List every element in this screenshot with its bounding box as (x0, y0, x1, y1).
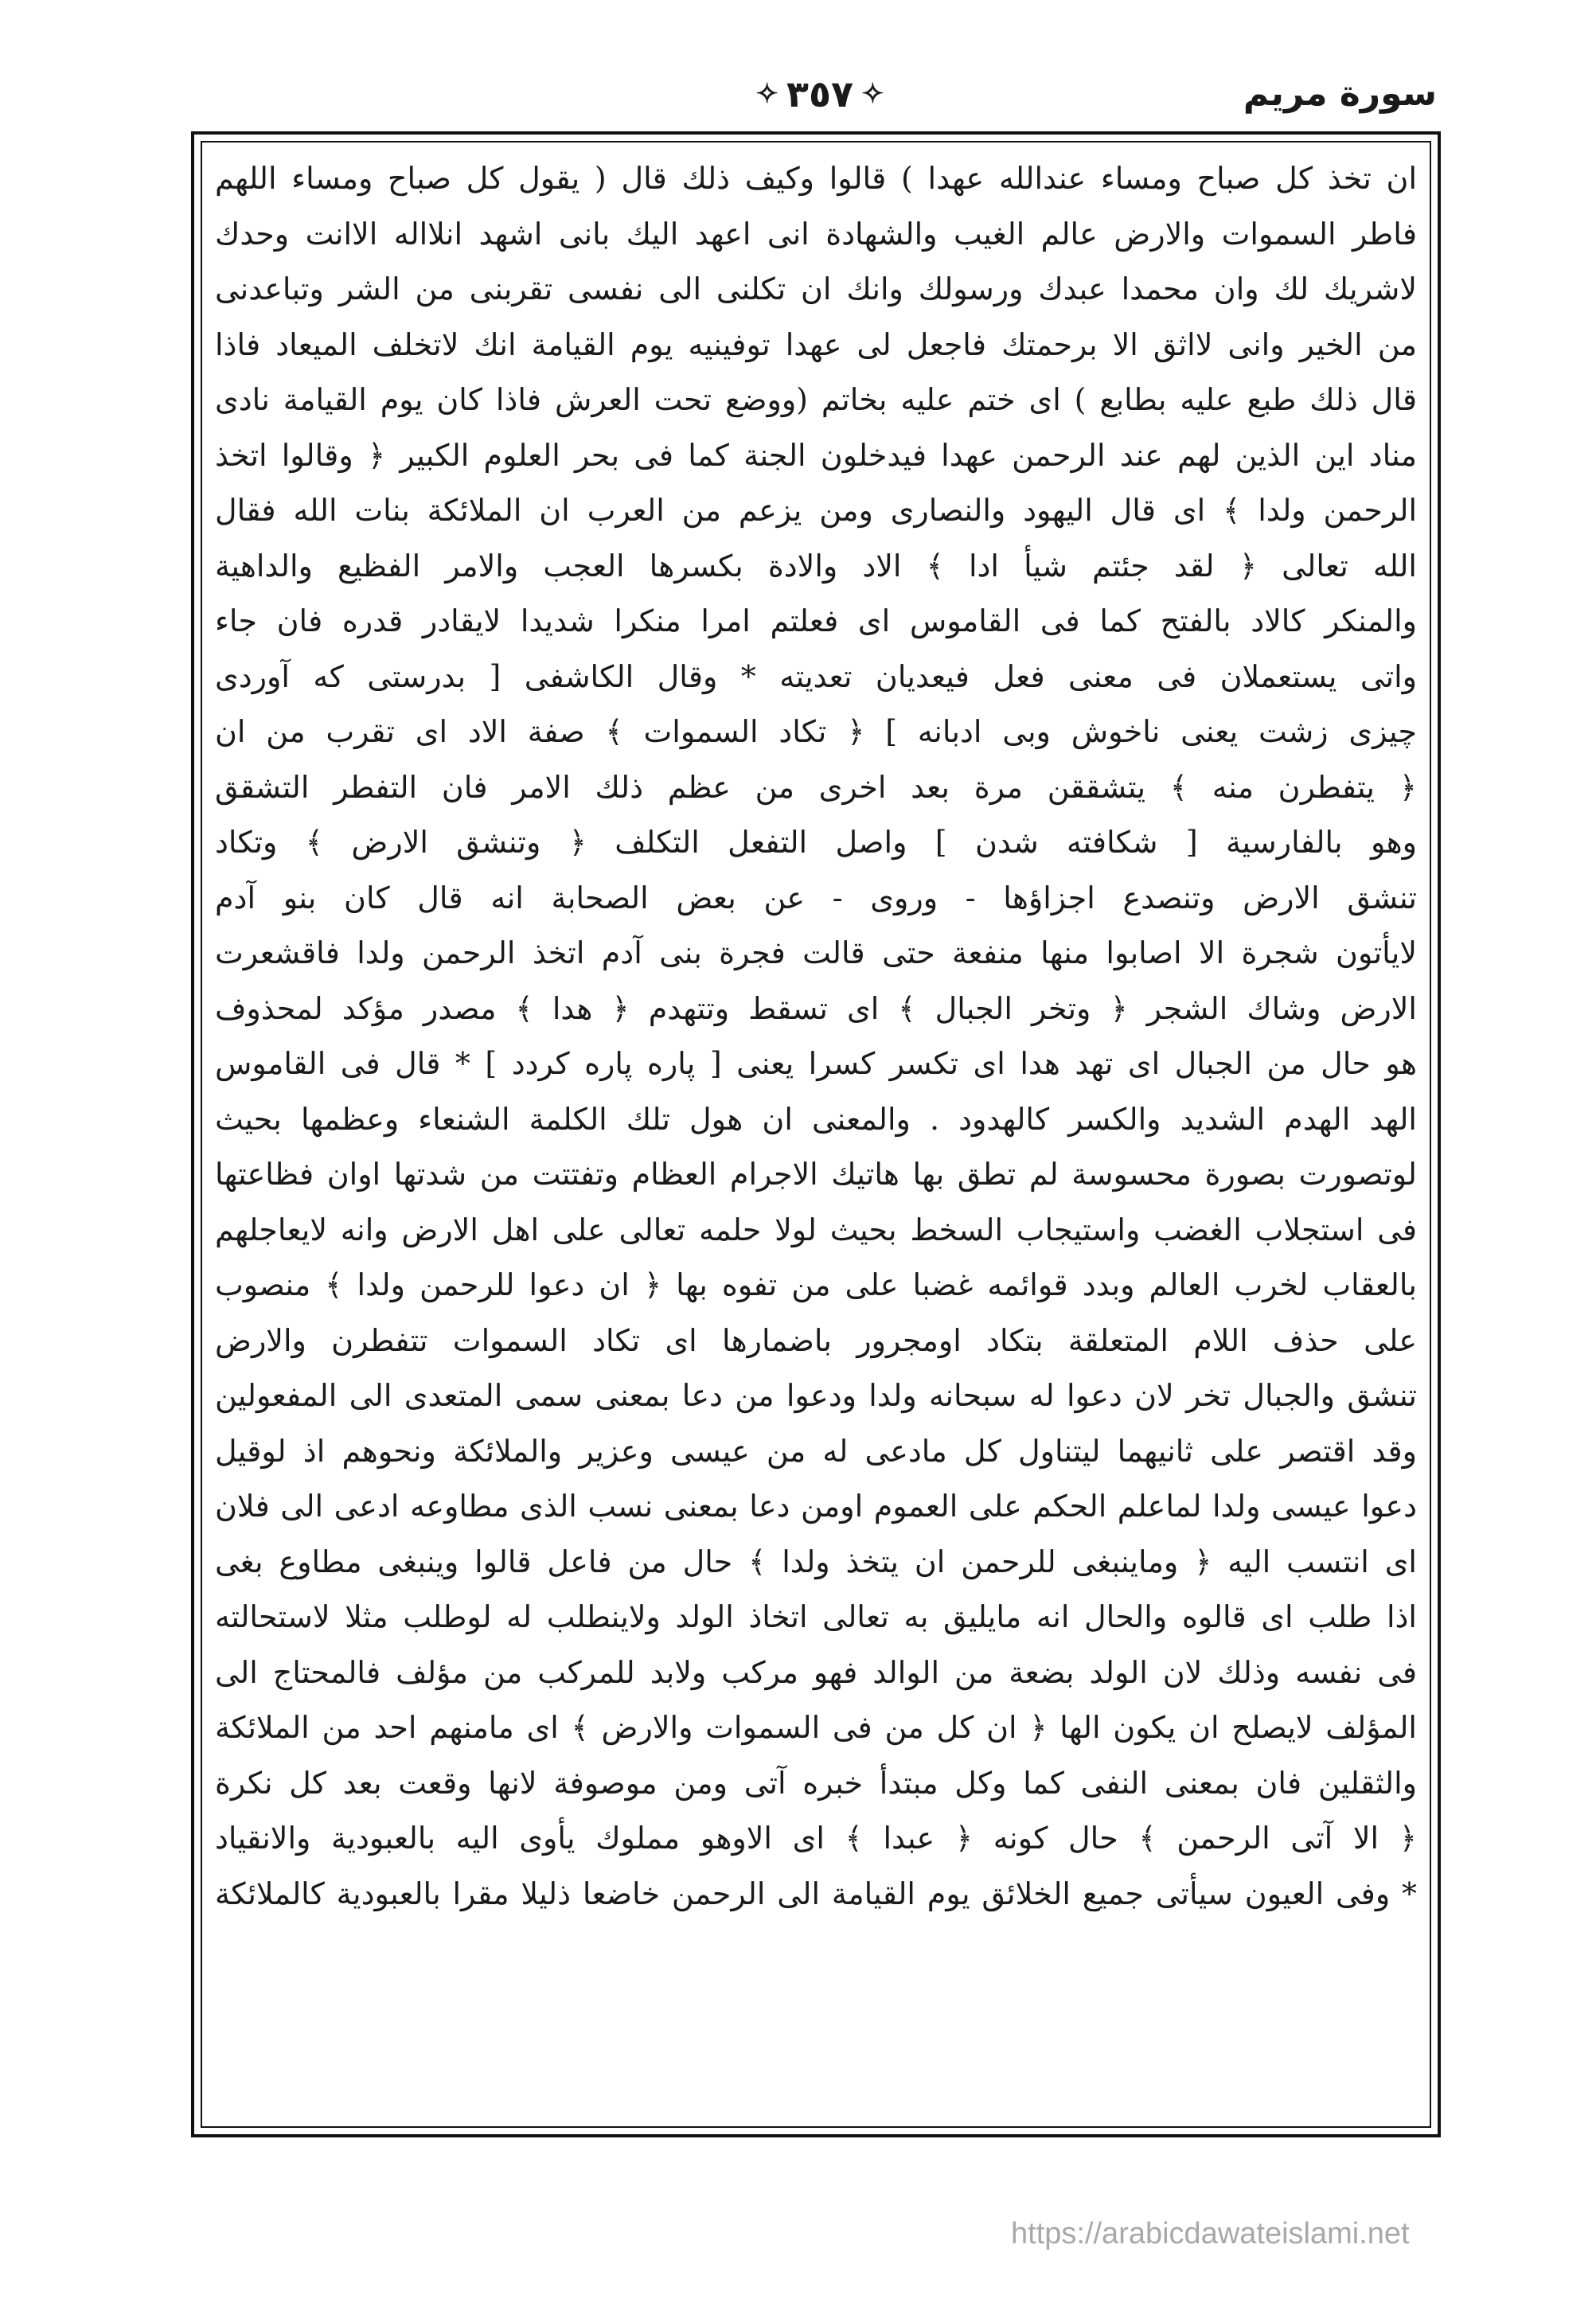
text-line: لاشريك لك وان محمدا عبدك ورسولك وانك ان تكلنى الى نفسى تقربنى من الشر وتباعدنى (215, 271, 1417, 306)
watermark-url: https://arabicdawateislami.net (1011, 2217, 1410, 2250)
text-line: المؤلف لايصلح ان يكون الها ﴿ ان كل من فى السموات والارض ﴾ اى مامنهم احد من الملائكة (215, 1710, 1417, 1745)
text-line: ان تخذ كل صباح ومساء عندالله عهدا ) قالوا وكيف ذلك قال ( يقول كل صباح ومساء اللهم (215, 161, 1417, 196)
text-line: دعوا عيسى ولدا لماعلم الحكم على العموم اومن دعا بمعنى نسب الذى مطاوعه ادعى الى فلان (215, 1489, 1417, 1524)
page-header (0, 0, 1596, 135)
text-line: واتى يستعملان فى معنى فعل فيعديان تعديته * وقال الكاشفى [ بدرستى كه آوردى (215, 658, 1417, 694)
text-line: اى انتسب اليه ﴿ وماينبغى للرحمن ان يتخذ ولدا ﴾ حال من فاعل قالوا وينبغى مطاوع بغى (215, 1544, 1417, 1579)
text-line: الرحمن ولدا ﴾ اى قال اليهود والنصارى ومن يزعم من العرب ان الملائكة بنات الله فقال (215, 493, 1417, 528)
surah-name: سورة مريم (1243, 73, 1437, 114)
right-ornament-icon: ✧ (861, 78, 884, 110)
text-line: الله تعالى ﴿ لقد جئتم شيأ ادا ﴾ الاد والادة بكسرها العجب والامر الفظيع والداهية (215, 548, 1417, 584)
text-line: ﴿ الا آتى الرحمن ﴾ حال كونه ﴿ عبدا ﴾ اى الاوهو مملوك يأوى اليه بالعبودية والانقياد (215, 1821, 1417, 1856)
text-line: تنشق الارض وتنصدع اجزاؤها - وروى - عن بعض الصحابة انه قال كان بنو آدم (215, 880, 1417, 915)
text-line: الارض وشاك الشجر ﴿ وتخر الجبال ﴾ اى تسقط وتتهدم ﴿ هدا ﴾ مصدر مؤكد لمحذوف (215, 990, 1417, 1026)
text-line: بالعقاب لخرب العالم وبدد قوائمه غضبا على من تفوه بها ﴿ ان دعوا للرحمن ولدا ﴾ منصوب (215, 1267, 1417, 1302)
text-line: هو حال من الجبال اى تهد هدا اى تكسر كسرا يعنى [ پاره پاره كردد ] * قال فى القاموس (215, 1046, 1417, 1081)
page-body (215, 151, 1417, 2125)
text-line: فى استجلاب الغضب واستيجاب السخط بحيث لولا حلمه تعالى على اهل الارض وانه لايعاجلهم (215, 1212, 1417, 1247)
text-line: قال ذلك طبع عليه بطابع ) اى ختم عليه بخاتم (ووضع تحت العرش فاذا كان يوم القيامة نادى (215, 382, 1417, 417)
text-line: * وفى العيون سيأتى جميع الخلائق يوم القيامة الى الرحمن خاضعا ذليلا مقرا بالعبودية كالملائكة (215, 1876, 1417, 1911)
text-line: والمنكر كالاد بالفتح كما فى القاموس اى فعلتم امرا منكرا شديدا لايقادر قدره فان جاء (215, 603, 1417, 638)
text-line: فاطر السموات والارض عالم الغيب والشهادة انى اعهد اليك بانى اشهد انلااله الاانت وحدك (215, 216, 1417, 252)
text-line: الهد الهدم الشديد والكسر كالهدود . والمعنى ان هول تلك الكلمة الشنعاء وعظمها بحيث (215, 1101, 1417, 1137)
page-number: ٣٥٧ (786, 72, 854, 115)
text-line: اذا طلب اى قالوه والحال انه مايليق به تعالى اتخاذ الولد ولاينطلب له لوطلب مثلا لاستحالته (215, 1599, 1417, 1634)
text-line: وهو بالفارسية [ شكافته شدن ] واصل التفعل التكلف ﴿ وتنشق الارض ﴾ وتكاد (215, 825, 1417, 860)
text-line: ﴿ يتفطرن منه ﴾ يتشققن مرة بعد اخرى من عظم ذلك الامر فان التفطر التشقق (215, 769, 1417, 805)
text-line: من الخير وانى لااثق الا برحمتك فاجعل لى عهدا توفينيه يوم القيامة انك لاتخلف الميعاد فاذا (215, 326, 1417, 362)
text-line: چيزى زشت يعنى ناخوش وبى ادبانه ] ﴿ تكاد السموات ﴾ صفة الاد اى تقرب من ان (215, 714, 1417, 749)
text-line: لايأتون شجرة الا اصابوا منها منفعة حتى قالت فجرة بنى آدم اتخذ الرحمن ولدا فاقشعرت (215, 935, 1417, 970)
left-ornament-icon: ✧ (755, 78, 778, 110)
page-number-block (700, 70, 939, 118)
text-line: وقد اقتصر على ثانيهما ليتناول كل مادعى له من عيسى وعزير والملائكة ونحوهم اذ لوقيل (215, 1433, 1417, 1469)
text-line: مناد اين الذين لهم عند الرحمن عهدا فيدخلون الجنة كما فى بحر العلوم الكبير ﴿ وقالوا اتخذ (215, 437, 1417, 473)
text-line: فى نفسه وذلك لان الولد بضعة من الوالد فهو مركب ولابد للمركب من مؤلف فالمحتاج الى (215, 1654, 1417, 1690)
text-line: على حذف اللام المتعلقة بتكاد اومجرور باضمارها اى تكاد السموات تتفطرن والارض (215, 1322, 1417, 1358)
text-line: تنشق والجبال تخر لان دعوا له سبحانه ولدا ودعوا من دعا بمعنى سمى المتعدى الى المفعولين (215, 1378, 1417, 1413)
text-line: والثقلين فان بمعنى النفى كما وكل مبتدأ خبره آتى ومن موصوفة لانها وقعت بعد كل نكرة (215, 1765, 1417, 1801)
text-line: لوتصورت بصورة محسوسة لم تطق بها هاتيك الاجرام العظام وتفتتت من شدتها اوان فظاعتها (215, 1157, 1417, 1192)
